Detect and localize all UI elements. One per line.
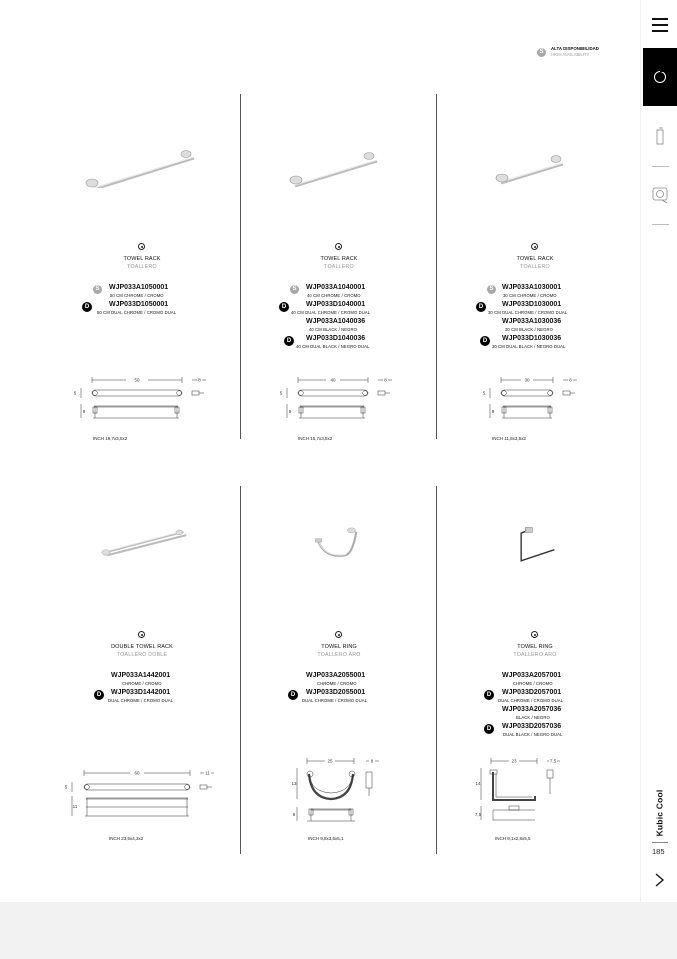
next-page-chevron-icon[interactable]: [652, 872, 666, 888]
dim-clearance: 9: [491, 409, 495, 414]
product-code[interactable]: WJP033A2055001: [306, 672, 366, 679]
dimension-drawing: [44, 766, 240, 830]
code-finish: 40 CM BLACK / NEGRO: [309, 327, 357, 332]
dim-depth: 7,5: [549, 758, 557, 764]
inch-dimensions: INCH 23,6x4,3x2: [109, 836, 144, 841]
code-line: [241, 689, 437, 706]
right-sidebar: [640, 0, 677, 902]
dim-clearance: 11: [72, 804, 78, 809]
finish-marker-icon: [531, 631, 538, 638]
code-finish: CHROME / CROMO: [122, 681, 162, 686]
dim-depth: 11: [205, 770, 210, 776]
dim-height: 5: [64, 784, 68, 790]
code-line: [437, 672, 633, 689]
menu-icon[interactable]: [652, 18, 668, 33]
product-code[interactable]: WJP033A1030001: [502, 284, 562, 291]
code-line: [437, 706, 633, 723]
product-name: TOWEL RACK: [123, 256, 161, 262]
availability-badge: S: [487, 285, 496, 294]
product-codes: [241, 284, 437, 352]
product-code[interactable]: WJP033D1030001: [502, 301, 562, 308]
product-codes: [241, 672, 437, 706]
product-name: TOWEL RACK: [516, 256, 554, 262]
product-code[interactable]: WJP033D1040036: [306, 335, 366, 342]
dim-clearance: 9: [82, 409, 86, 414]
finish-marker-icon: [138, 631, 145, 638]
inch-dimensions: INCH 9,8x3,5x5,1: [308, 836, 344, 841]
dimension-drawing: [44, 371, 240, 431]
dim-height: 5: [73, 390, 77, 396]
code-line: [437, 689, 633, 706]
product-code[interactable]: WJP033D1030036: [502, 335, 562, 342]
code-line: [437, 318, 633, 335]
product-code[interactable]: WJP033A1040036: [306, 318, 366, 325]
product-code[interactable]: WJP033D1442001: [111, 689, 171, 696]
dim-clearance: 9: [292, 812, 296, 817]
product-image-towel-ring-square: [437, 486, 633, 576]
product-code[interactable]: WJP033D2057036: [502, 723, 562, 730]
code-line: [44, 689, 240, 706]
product-code[interactable]: WJP033A2057001: [502, 672, 562, 679]
code-finish: DUAL BLACK / NEGRO DUAL: [503, 732, 563, 737]
dim-width: 23: [511, 758, 517, 764]
page-number-rule: [652, 842, 668, 843]
dual-badge: D: [279, 302, 289, 312]
dim-width: 40: [330, 377, 336, 383]
brand-name: Kubic Cool: [654, 789, 665, 837]
code-line: [241, 335, 437, 352]
dim-depth: 8: [569, 377, 572, 383]
product-name: TOWEL RING: [517, 644, 553, 650]
legend-label-es: ALTA DISPONIBILIDAD: [551, 46, 599, 51]
product-image-towel-rack: [437, 98, 633, 188]
inch-dimensions: INCH 9,1x2,8x5,5: [495, 836, 531, 841]
product-codes: [44, 672, 240, 706]
product-name-es: TOALLERO: [127, 264, 157, 270]
product-name-es: TOALLERO ARO: [317, 652, 361, 658]
dim-height: 14: [475, 781, 481, 786]
code-line: [44, 284, 240, 301]
product-code[interactable]: WJP033A2057036: [502, 706, 562, 713]
product-name: TOWEL RACK: [320, 256, 358, 262]
sidebar-item-product[interactable]: [643, 118, 677, 158]
code-finish: 30 CM DUAL BLACK / NEGRO DUAL: [492, 344, 566, 349]
code-line: [241, 284, 437, 301]
product-name: DOUBLE TOWEL RACK: [111, 644, 173, 650]
dim-height: 5: [279, 390, 283, 396]
code-line: [437, 723, 633, 740]
code-finish: DUAL CHROME / CROMO DUAL: [302, 698, 368, 703]
code-line: [44, 301, 240, 318]
product-name-es: TOALLERO DOBLE: [116, 652, 168, 658]
product-codes: [437, 672, 633, 740]
dim-height: 5: [482, 390, 486, 396]
dual-badge: D: [476, 302, 486, 312]
dim-clearance: 9: [288, 409, 292, 414]
code-line: [241, 301, 437, 318]
dim-depth: 8: [384, 377, 387, 383]
dual-badge: D: [94, 690, 104, 700]
dim-width: 50: [134, 377, 140, 383]
code-finish: 40 CM DUAL BLACK / NEGRO DUAL: [296, 344, 370, 349]
inch-dimensions: INCH 15,7x3,5x2: [298, 436, 333, 441]
code-line: [44, 672, 240, 689]
dual-badge: D: [288, 690, 298, 700]
dimension-drawing: [437, 754, 633, 834]
sidebar-item-finish[interactable]: [643, 48, 677, 106]
code-line: [437, 284, 633, 301]
code-finish: 50 CM DUAL CHROME / CROMO DUAL: [97, 310, 177, 315]
product-name-es: TOALLERO ARO: [513, 652, 557, 658]
code-finish: DUAL CHROME / CROMO DUAL: [108, 698, 174, 703]
inch-dimensions: INCH 19,7x3,5x2: [93, 436, 128, 441]
sidebar-divider: [652, 224, 669, 225]
product-name: TOWEL RING: [321, 644, 357, 650]
code-finish: 30 CM CHROME / CROMO: [503, 293, 557, 298]
dual-badge: D: [484, 724, 494, 734]
availability-badge: S: [93, 285, 102, 294]
availability-badge: S: [537, 48, 546, 57]
code-finish: BLACK / NEGRO: [516, 715, 550, 720]
product-code[interactable]: WJP033A1442001: [111, 672, 171, 679]
product-codes: [437, 284, 633, 352]
viewer-footer-bar: [0, 902, 677, 959]
product-code[interactable]: WJP033D1040001: [306, 301, 366, 308]
product-code[interactable]: WJP033D2055001: [306, 689, 366, 696]
product-name-es: TOALLERO: [324, 264, 354, 270]
accessory-outline-icon: [643, 176, 677, 216]
code-line: [437, 335, 633, 352]
product-code[interactable]: WJP033A1040001: [306, 284, 366, 291]
brand-label: [650, 790, 670, 838]
product-codes: [44, 284, 240, 318]
legend-label-en: HIGH AVAILABILITY: [551, 52, 590, 57]
product-image-towel-rack: [241, 98, 437, 188]
code-finish: CHROME / CROMO: [513, 681, 553, 686]
product-image-double-towel-rack: [44, 486, 240, 576]
code-finish: 40 CM CHROME / CROMO: [307, 293, 361, 298]
finish-marker-icon: [335, 243, 342, 250]
product-code[interactable]: WJP033D1050001: [109, 301, 169, 308]
sidebar-divider: [652, 166, 669, 167]
product-code[interactable]: WJP033A1050001: [109, 284, 169, 291]
code-finish: 30 CM BLACK / NEGRO: [505, 327, 553, 332]
availability-badge: S: [290, 285, 299, 294]
code-finish: 30 CM DUAL CHROME / CROMO DUAL: [488, 310, 568, 315]
code-finish: CHROME / CROMO: [317, 681, 357, 686]
dual-badge: D: [480, 336, 490, 346]
dim-width: 60: [134, 770, 140, 776]
finish-marker-icon: [531, 243, 538, 250]
dual-badge: D: [82, 302, 92, 312]
code-line: [437, 301, 633, 318]
finish-marker-icon: [138, 243, 145, 250]
dimension-drawing: [437, 371, 633, 431]
product-name-es: TOALLERO: [520, 264, 550, 270]
power-ring-icon: [654, 71, 666, 83]
code-finish: 50 CM CHROME / CROMO: [110, 293, 164, 298]
code-line: [241, 318, 437, 335]
page-number: 185: [652, 847, 665, 856]
code-finish: DUAL CHROME / CROMO DUAL: [498, 698, 564, 703]
dim-depth: 8: [198, 377, 201, 383]
dim-width: 30: [524, 377, 530, 383]
finish-marker-icon: [335, 631, 342, 638]
sidebar-item-accessory[interactable]: [643, 176, 677, 216]
code-line: [241, 672, 437, 689]
dimension-drawing: [241, 754, 437, 834]
product-image-towel-rack: [44, 98, 240, 188]
dim-width: 25: [327, 758, 333, 764]
code-finish: 40 CM DUAL CHROME / CROMO DUAL: [291, 310, 371, 315]
dimension-drawing: [241, 371, 437, 431]
inch-dimensions: INCH 11,8x3,5x2: [492, 436, 526, 441]
dim-depth: 8: [370, 758, 374, 764]
dim-clearance: 7,5: [474, 812, 482, 817]
dual-badge: D: [484, 690, 494, 700]
dim-height: 13: [291, 781, 297, 786]
product-code[interactable]: WJP033A1030036: [502, 318, 562, 325]
product-code[interactable]: WJP033D2057001: [502, 689, 562, 696]
dual-badge: D: [284, 336, 294, 346]
product-image-towel-ring: [241, 486, 437, 576]
product-outline-icon: [643, 118, 677, 158]
